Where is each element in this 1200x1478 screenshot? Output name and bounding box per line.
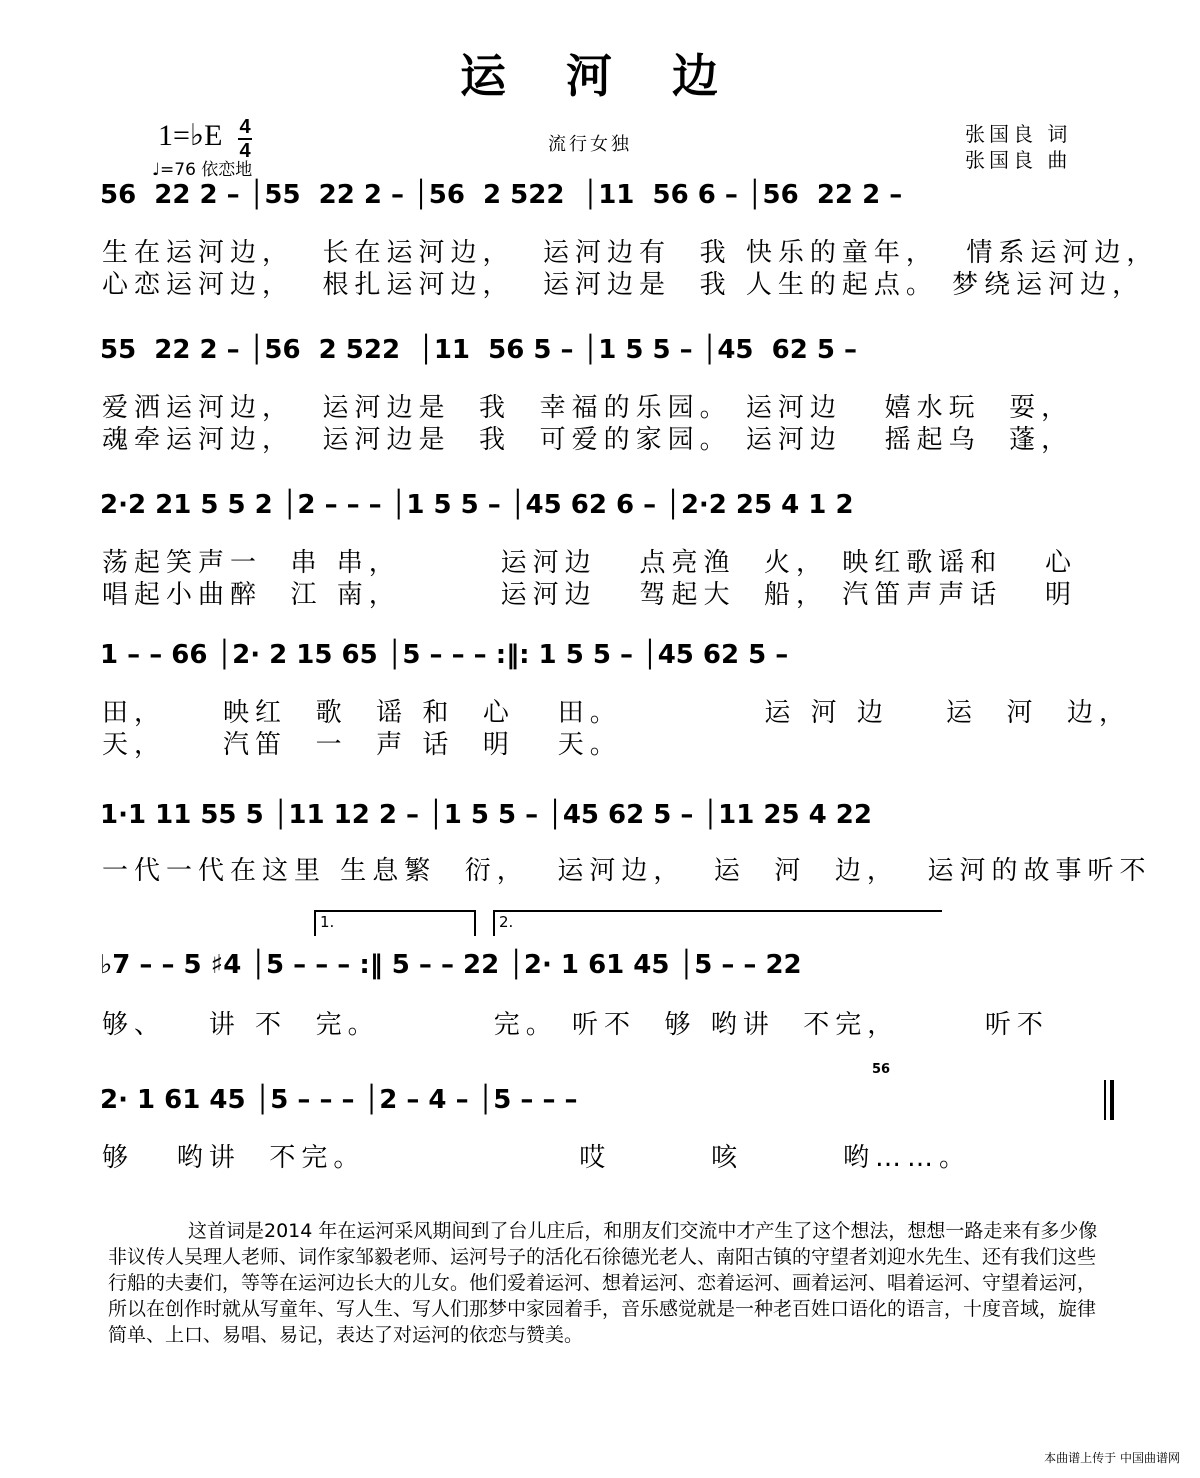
lyric-row-3-verse-2: 唱起小曲醉 江 南， 运河边 驾起大 船， 汽笛声声话 明: [102, 580, 1078, 610]
lyric-row-2-verse-1: 爱洒运河边， 运河边是 我 幸福的乐园。 运河边 嬉水玩 耍，: [102, 393, 1074, 423]
score-row-6: [100, 950, 1120, 1040]
performance-style: 流行女独: [548, 134, 632, 155]
notes-row-7: 2· 1 61 45 │5 – – – │2 – 4 – │5 – – –: [100, 1085, 578, 1115]
notes-row-3: 2·2 21 5 5 2 │2 – – – │1 5 5 – │45 62 6 – │2·2 25 4 1 2: [100, 490, 854, 520]
key-signature: 1=♭E: [158, 119, 223, 152]
notes-row-4: 1 – – 66 │2· 2 15 65 │5 – – – :‖: 1 5 5 – │45 62 5 –: [100, 640, 789, 670]
notes-row-1: 56 22 2 – │55 22 2 – │56 2 522 │11 56 6 – │56 22 2 –: [100, 180, 903, 210]
composer-credit: 张国良 曲: [965, 148, 1072, 172]
lyric-row-7: 够 哟讲 不完。 哎 咳 哟……。: [102, 1143, 971, 1173]
lyric-row-4-verse-1: 田， 映红 歌 谣 和 心 田。 运 河 边 运 河 边，: [102, 698, 1131, 728]
notes-row-2: 55 22 2 – │56 2 522 │11 56 5 – │1 5 5 – │45 62 5 –: [100, 335, 857, 365]
notes-row-6: ♭7 – – 5 ♯4 │5 – – – :‖ 5 – – 22 │2· 1 61 45 │5 – – 22: [100, 950, 802, 980]
lyric-row-5: 一代一代在这里 生息繁 衍， 运河边， 运 河 边， 运河的故事听不: [102, 856, 1152, 886]
volta-1-label: 1.: [320, 913, 335, 931]
song-title: 运 河 边: [459, 49, 741, 103]
lyric-row-6: 够、 讲 不 完。 完。 听不 够 哟讲 不完， 听不: [102, 1010, 1049, 1040]
lyricist-credit: 张国良 词: [965, 122, 1072, 146]
grace-note: 56: [872, 1062, 891, 1077]
score-row-5: [100, 800, 1152, 886]
lyric-row-1-verse-1: 生在运河边， 长在运河边， 运河边有 我 快乐的童年， 情系运河边，: [102, 238, 1159, 268]
tempo-marking: ♩=76 依恋地: [152, 160, 253, 180]
lyric-row-4-verse-2: 天， 汽笛 一 声 话 明 天。: [102, 730, 622, 760]
volta-bracket-1: [314, 910, 476, 936]
time-top: 4: [239, 116, 251, 138]
notes-row-5: 1·1 11 55 5 │11 12 2 – │1 5 5 – │45 62 5 – │11 25 4 22: [100, 800, 872, 830]
composer-note-paragraph: 这首词是2014 年在运河采风期间到了台儿庄后，和朋友们交流中才产生了这个想法，想想一路走来有多少像非议传人吴理人老师、词作家邹毅老师、运河号子的活化石徐德光老人、南阳古镇的守望者刘迎水先生、还有我们这些行船的夫妻们，等等在运河边长大的儿女。他们爱着运河、想着运河、恋着运河、画着运河、唱着运河、守望着运河，所以在创作时就从写童年、写人生、写人们那梦中家园着手，音乐感觉就是一种老百姓口语化的语言，十度音域，旋律简单、上口、易唱、易记，表达了对运河的依恋与赞美。: [108, 1220, 1098, 1346]
volta-bracket-2: [493, 910, 942, 936]
lyric-row-3-verse-1: 荡起笑声一 串 串， 运河边 点亮渔 火， 映红歌谣和 心: [102, 548, 1078, 578]
time-bottom: 4: [239, 140, 251, 162]
lyric-row-1-verse-2: 心恋运河边， 根扎运河边， 运河边是 我 人生的起点。 梦绕运河边，: [102, 270, 1145, 300]
footer-watermark: 本曲谱上传于 中国曲谱网: [1044, 1451, 1180, 1465]
lyric-row-2-verse-2: 魂牵运河边， 运河边是 我 可爱的家园。 运河边 摇起乌 蓬，: [102, 425, 1074, 455]
score-row-1: [100, 180, 1159, 300]
final-barline: [1104, 1080, 1114, 1120]
score-row-7: [100, 1085, 1120, 1173]
score-row-3: [100, 490, 1120, 610]
score-row-2: [100, 335, 1120, 455]
volta-2-label: 2.: [499, 913, 514, 931]
score-row-4: [100, 640, 1131, 760]
